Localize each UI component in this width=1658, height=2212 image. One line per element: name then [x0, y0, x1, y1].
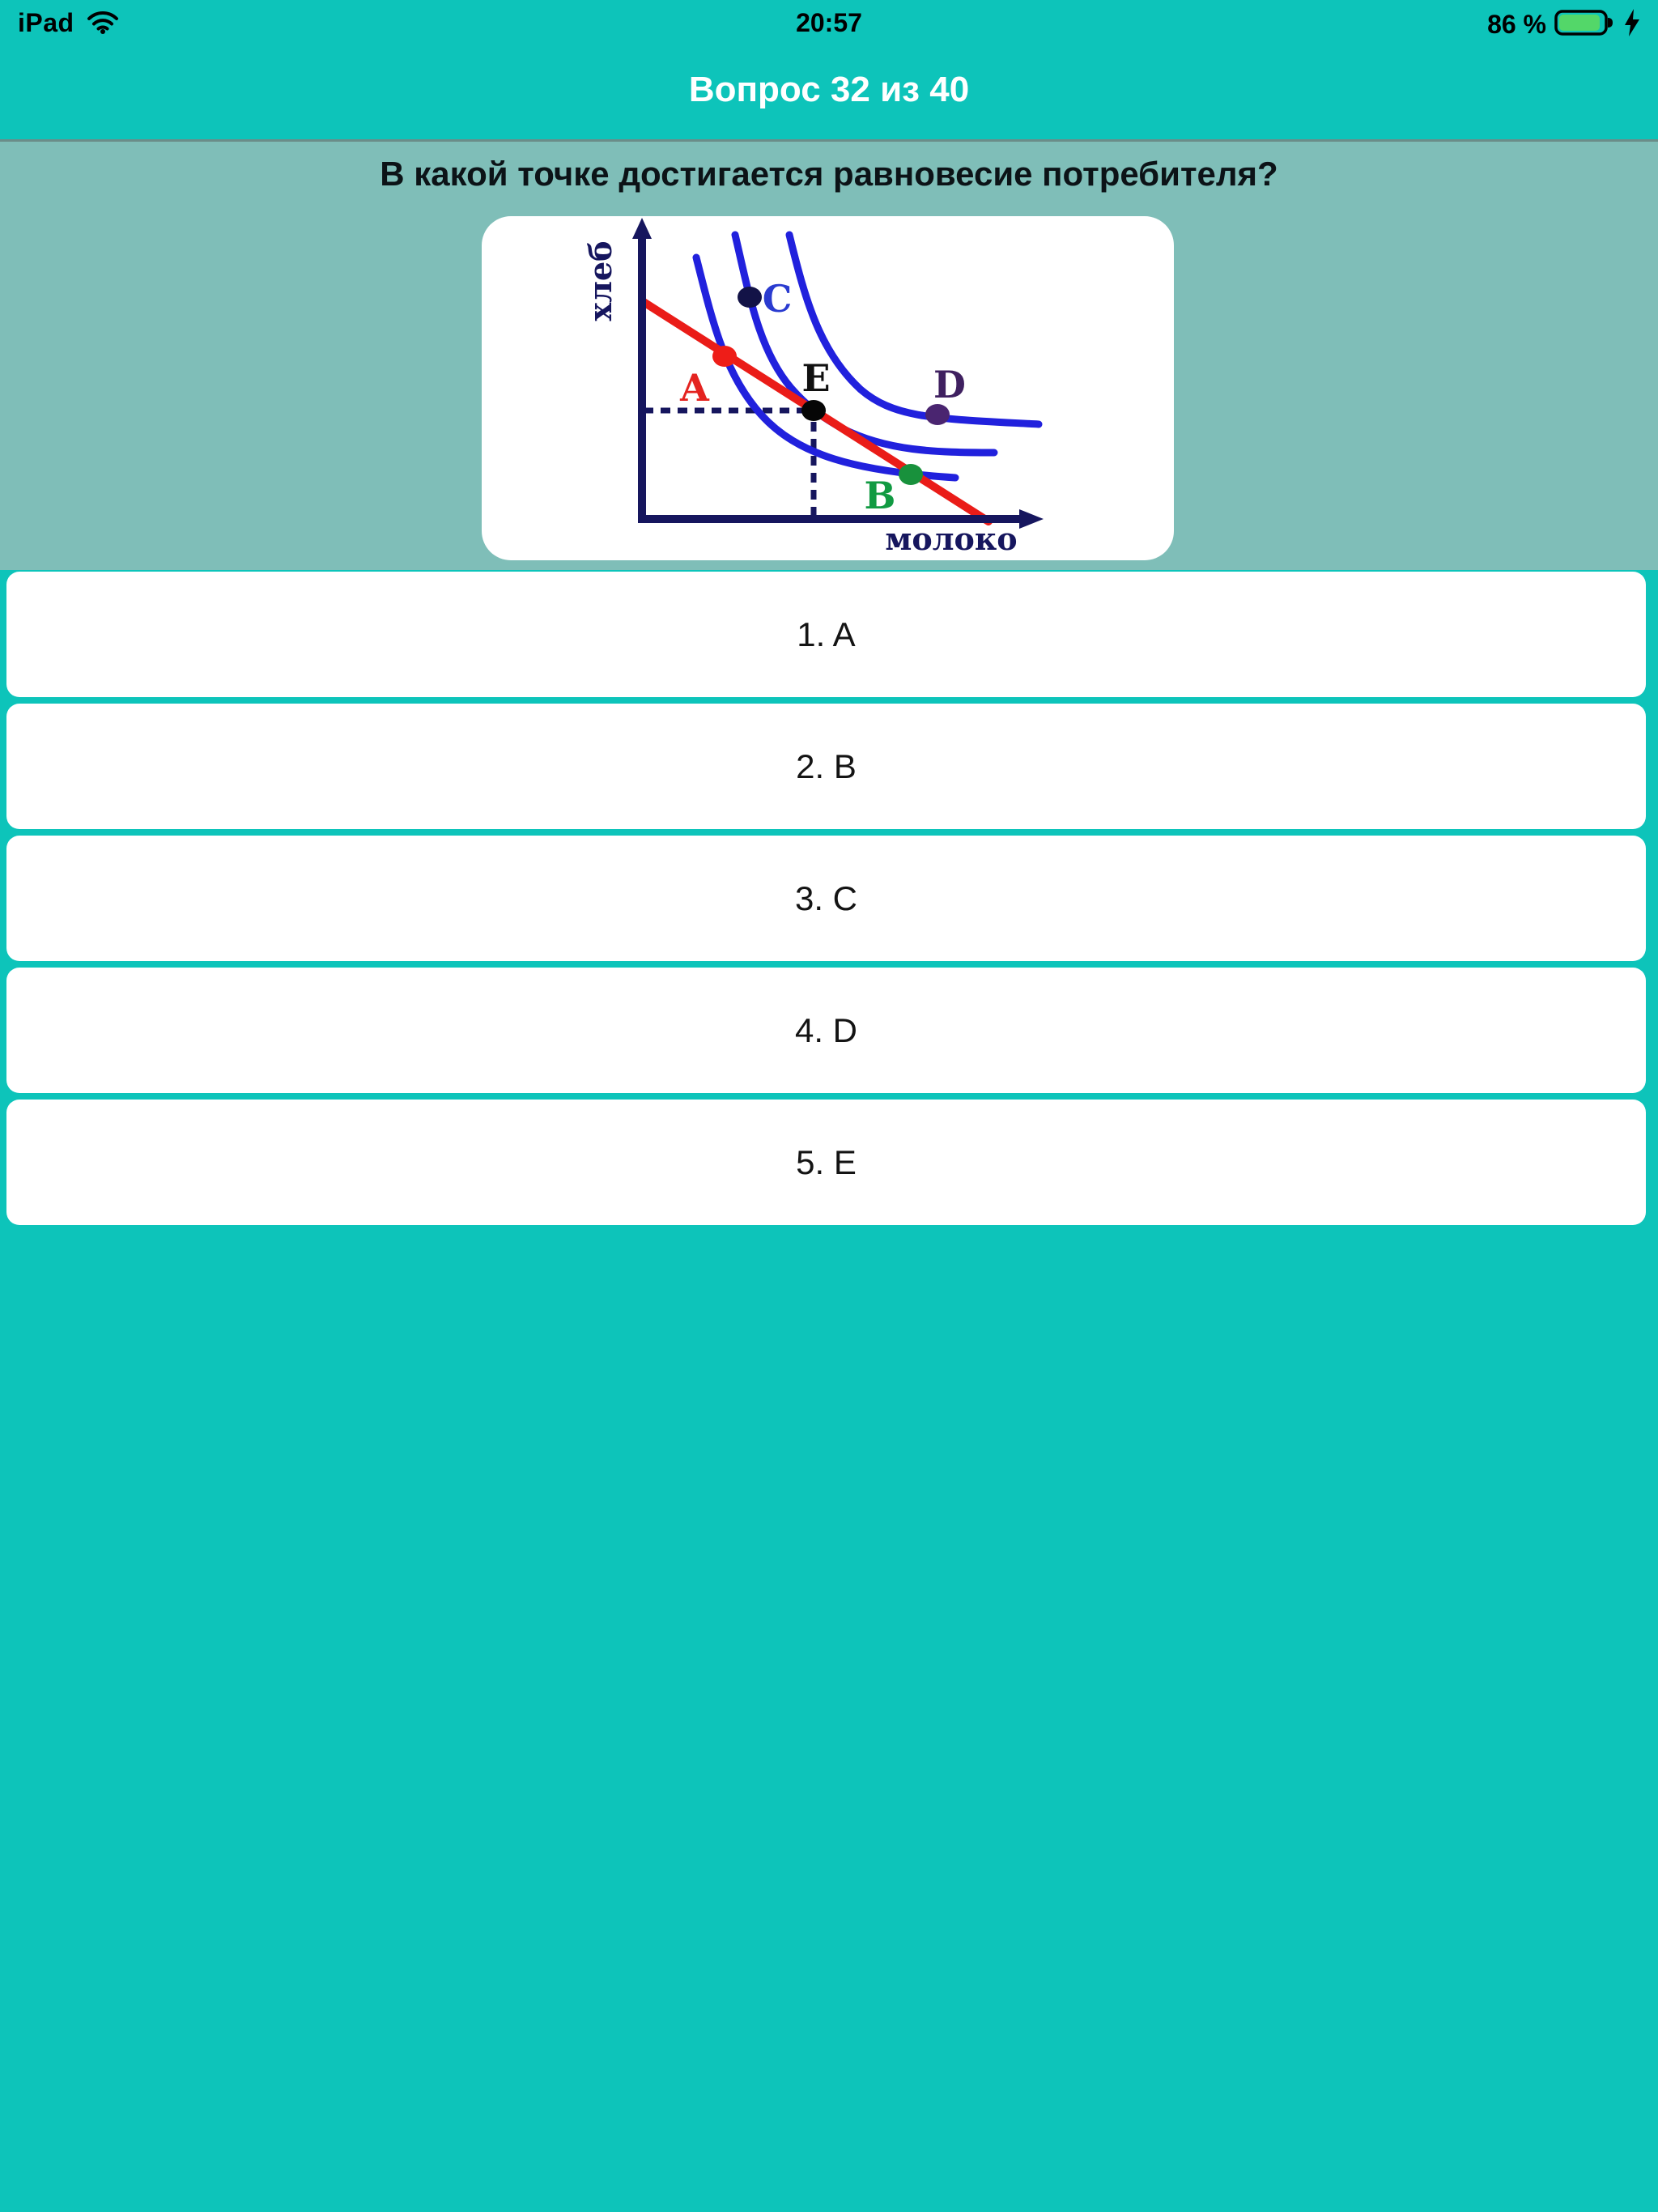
indifference-curves-chart: [482, 216, 1174, 560]
point-c-label: C: [762, 277, 793, 321]
y-axis-title: хлеб: [582, 240, 619, 321]
x-axis-arrow: [1019, 509, 1044, 529]
x-axis-title: молоко: [885, 521, 1018, 557]
carrier-label: iPad: [18, 8, 74, 37]
clock: 20:57: [796, 8, 862, 37]
point-a-label: A: [680, 366, 709, 410]
status-bar: [0, 0, 1658, 52]
point-e-dot: [801, 400, 826, 421]
question-text: В какой точке достигается равновесие потребителя?: [380, 155, 1278, 193]
point-b-dot: [899, 464, 923, 485]
point-c-dot: [738, 287, 762, 308]
y-axis-arrow: [632, 218, 652, 239]
answer-option-3[interactable]: 3. C: [6, 836, 1646, 961]
answer-option-1[interactable]: 1. A: [6, 572, 1646, 697]
point-e-label: E: [801, 356, 831, 400]
answer-option-4[interactable]: 4. D: [6, 968, 1646, 1093]
charging-bolt-icon: [1622, 8, 1642, 41]
point-b-label: B: [864, 474, 896, 517]
battery-percent-label: 86 %: [1487, 10, 1546, 39]
point-a-dot: [712, 346, 737, 367]
point-d-dot: [925, 404, 950, 425]
answer-option-2[interactable]: 2. B: [6, 704, 1646, 829]
point-d-label: D: [933, 363, 966, 406]
battery-icon: [1554, 8, 1614, 41]
question-section: [0, 139, 1658, 570]
answer-option-5[interactable]: 5. E: [6, 1100, 1646, 1225]
page-title: Вопрос 32 из 40: [688, 70, 970, 109]
question-chart-image: [482, 216, 1174, 560]
